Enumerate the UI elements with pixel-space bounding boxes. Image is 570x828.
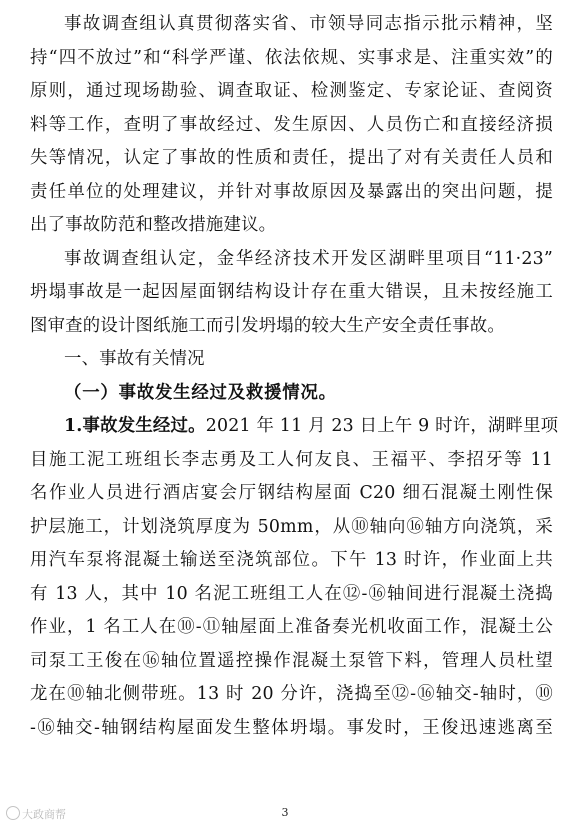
text-line: 护层施工，计划浇筑厚度为 50mm，从⑩轴向⑯轴方向浇筑，采 (30, 517, 553, 537)
text-line: 司泵工王俊在⑯轴位置遥控操作混凝土泵管下料，管理人员杜望 (30, 651, 553, 671)
text-line (64, 416, 559, 436)
text-line: 事故调查组认定，金华经济技术开发区湖畔里项目“11·23” (64, 249, 553, 269)
text-line: -⑯轴交-轴钢结构屋面发生整体坍塌。事发时，王俊迅速逃离至 (30, 718, 553, 738)
text-line: 用汽车泵将混凝土输送至浇筑部位。下午 13 时许，作业面上共 (30, 550, 553, 570)
text-line: 原则，通过现场勘验、调查取证、检测鉴定、专家论证、查阅资 (30, 81, 553, 101)
text-line: 目施工泥工班组长李志勇及工人何友良、王福平、李招牙等 11 (30, 450, 553, 470)
section-heading: 一、事故有关情况 (64, 349, 205, 369)
page-number: 3 (281, 806, 289, 819)
text-line: 持“四不放过”和“科学严谨、依法依规、实事求是、注重实效”的 (30, 48, 553, 68)
text-line: 坍塌事故是一起因屋面钢结构设计存在重大错误，且未按经施工 (30, 282, 553, 302)
paragraph-lead: 1.事故发生经过。 (64, 416, 206, 436)
text-fragment: 2021 年 11 月 23 日上午 9 时许，湖畔里项 (205, 416, 559, 436)
subsection-heading: （一）事故发生经过及救援情况。 (64, 383, 337, 403)
text-line: 事故调查组认真贯彻落实省、市领导同志指示批示精神，坚 (64, 14, 553, 34)
text-line: 出了事故防范和整改措施建议。 (30, 215, 277, 235)
text-line: 失等情况，认定了事故的性质和责任，提出了对有关责任人员和 (30, 148, 553, 168)
text-line: 作业，1 名工人在⑩-⑪轴屋面上准备奏光机收面工作，混凝土公 (30, 617, 553, 637)
text-line: 责任单位的处理建议，并针对事故原因及暴露出的突出问题，提 (30, 182, 553, 202)
text-line: 料等工作，查明了事故经过、发生原因、人员伤亡和直接经济损 (30, 115, 553, 135)
text-line: 图审查的设计图纸施工而引发坍塌的较大生产安全责任事故。 (30, 316, 505, 336)
watermark-text: 大政商帮 (22, 808, 66, 821)
text-line: 龙在⑩轴北侧带班。13 时 20 分许，浇捣至⑫-⑯轴交-轴时，⑩ (30, 684, 553, 704)
text-line: 有 13 人，其中 10 名泥工班组工人在⑫-⑯轴间进行混凝土浇捣 (30, 584, 553, 604)
text-line: 名作业人员进行酒店宴会厅钢结构屋面 C20 细石混凝土刚性保 (30, 483, 553, 503)
